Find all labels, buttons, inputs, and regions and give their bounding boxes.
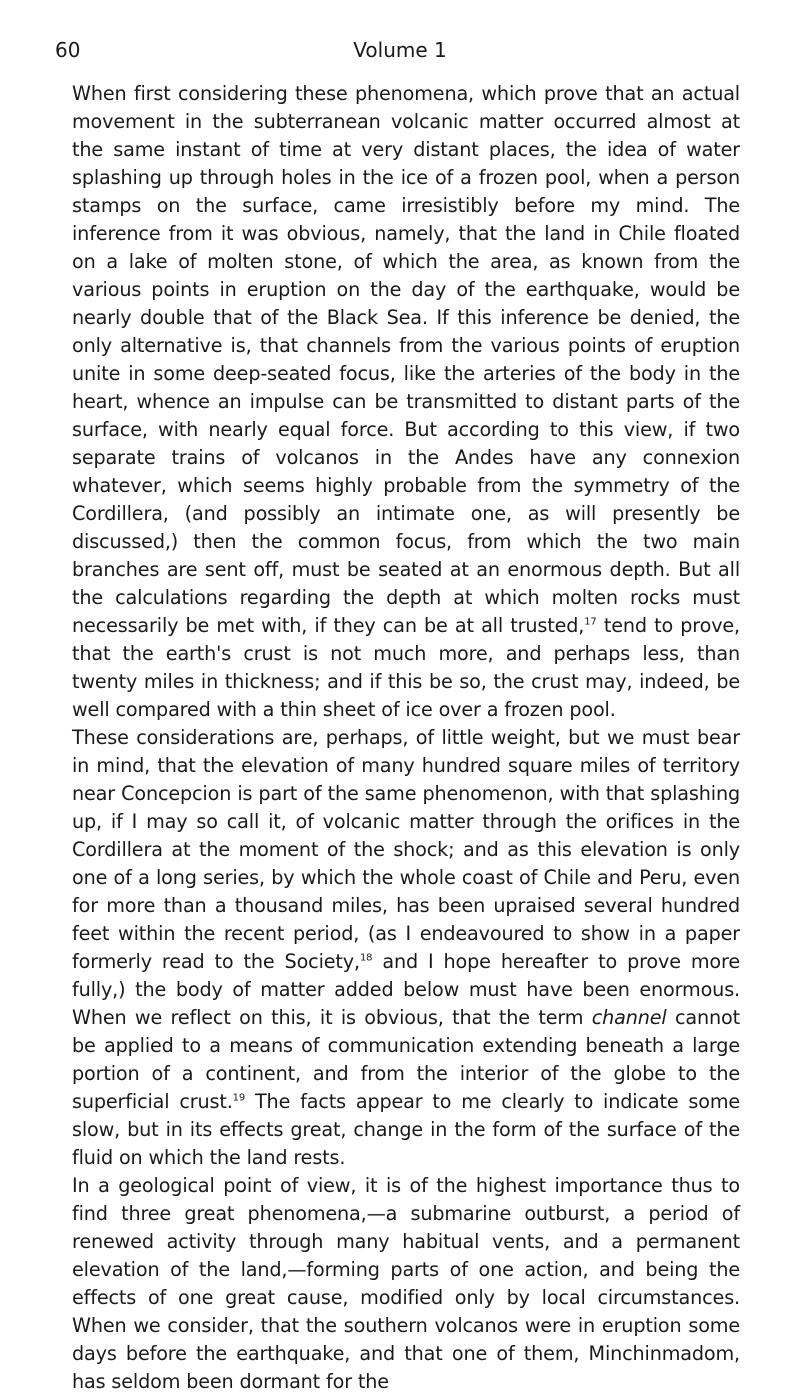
body-text (72, 80, 740, 1396)
text-run: The facts appear to me clearly to indicate some slow, but in its effects great, change in the form of the surface of the fluid on which the land rests. (72, 1090, 741, 1169)
paragraph (72, 80, 740, 724)
page-header (55, 38, 745, 68)
running-title: Volume 1 (353, 38, 447, 62)
page-number: 60 (55, 38, 81, 62)
paragraph (72, 724, 740, 1172)
text-run: When first considering these phenomena, which prove that an actual movement in the subterranean volcanic matter occurred almost at the same instant of time at very distant places, the idea of water splashing up through holes in the ice of a frozen pool, when a person stamps on the surface, came irresistibly before my mind. The inference from it was obvious, namely, that the land in Chile floated on a lake of molten stone, of which the area, as known from the various points in eruption on the day of the earthquake, would be nearly double that of the Black Sea. If this inference be denied, the only alternative is, that channels from the various points of eruption unite in some deep-seated focus, like the arteries of the body in the heart, whence an impulse can be transmitted to distant parts of the surface, with nearly equal force. But according to this view, if two separate trains of volcanos in the Andes have any connexion whatever, which seems highly probable from the symmetry of the Cordillera, (and possibly an intimate one, as will presently be discussed,) then the common focus, from which the two main branches are sent off, must be seated at an enormous depth. But all the calculations regarding the depth at which molten rocks must necessarily be met with, if they can be at all trusted, (72, 82, 740, 637)
footnote-reference: 19 (232, 1092, 246, 1104)
text-run: cannot be applied to a means of communication extending beneath a large portion of a continent, and from the interior of the globe to the superficial crust. (72, 1006, 740, 1113)
text-run: and I hope hereafter to prove more fully,) the body of matter added below must have been enormous. When we reflect on this, it is obvious, that the term (72, 950, 740, 1029)
text-run: In a geological point of view, it is of the highest importance thus to find three great phenomena,—a submarine outburst, a period of renewed activity through many habitual vents, and a permanent elevation of the land,—forming parts of one action, and being the effects of one great cause, modified only by local circumstances. When we consider, that the southern volcanos were in eruption some days before the earthquake, and that one of them, Minchinmadom, has seldom been dormant for the (72, 1174, 740, 1393)
emphasized-term: channel (591, 1006, 667, 1029)
footnote-reference: 17 (584, 616, 597, 628)
paragraph (72, 1172, 740, 1396)
text-run: These considerations are, perhaps, of little weight, but we must bear in mind, that the elevation of many hundred square miles of territory near Concepcion is part of the same phenomenon, with that splashing up, if I may so call it, of volcanic matter through the orifices in the Cordillera at the moment of the shock; and as this elevation is only one of a long series, by which the whole coast of Chile and Peru, even for more than a thousand miles, has been upraised several hundred feet within the recent period, (as I endeavoured to show in a paper formerly read to the Society, (72, 726, 740, 973)
footnote-reference: 18 (359, 952, 373, 964)
text-run: tend to prove, that the earth's crust is not much more, and perhaps less, than twenty miles in thickness; and if this be so, the crust may, indeed, be well compared with a thin sheet of ice over a frozen pool. (72, 614, 741, 721)
